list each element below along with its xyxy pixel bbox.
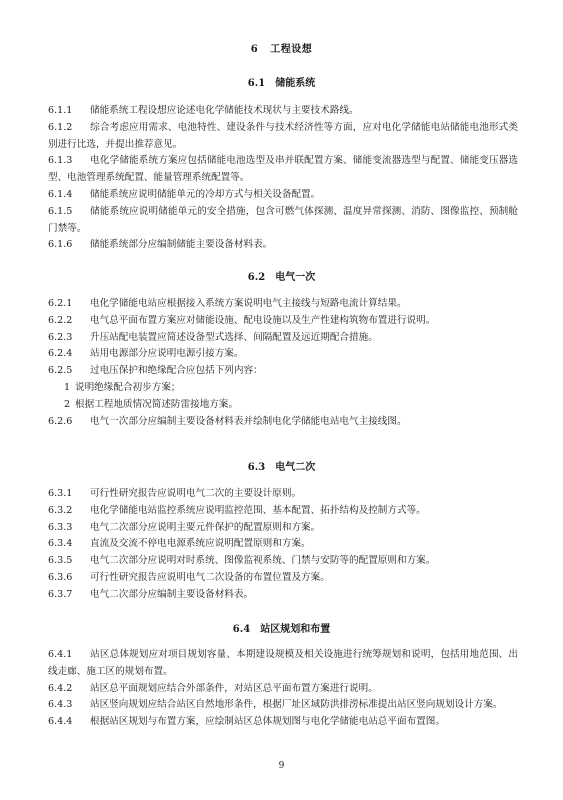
section-number: 6.4	[232, 624, 251, 635]
clause-text: 过电压保护和绝缘配合应包括下列内容：	[90, 365, 263, 377]
section-body-6-1	[48, 103, 518, 254]
clause-number: 6.1.5	[48, 205, 73, 217]
list-item-number: 1	[64, 381, 71, 393]
clause-text: 根据站区规划与布置方案，应绘制站区总体规划图与电化学储能电站总平面布置图。	[90, 716, 445, 728]
clause-text: 综合考虑应用需求、电池特性、建设条件与技术经济性等方面，应对电化学储能电站储能电池形式类别进行比选，并提出推荐意见。	[48, 121, 518, 150]
section-number: 6.1	[247, 78, 266, 89]
clause-number: 6.2.1	[48, 298, 73, 309]
section-number: 6.2	[247, 272, 266, 283]
clause-text: 直流及交流不停电电源系统应说明配置原则和方案。	[90, 538, 311, 550]
clause-number: 6.4.3	[48, 699, 73, 711]
clause-number: 6.1.4	[48, 188, 73, 200]
clause	[48, 553, 518, 570]
clause-text: 储能系统部分应编制储能主要设备材料表。	[90, 239, 273, 251]
clause-number: 6.3.3	[48, 521, 73, 533]
clause	[48, 647, 518, 681]
chapter-title: 工程设想	[270, 44, 313, 55]
clause	[48, 346, 518, 363]
clause-number: 6.2.4	[48, 348, 73, 360]
list-item-text: 说明绝缘配合初步方案；	[75, 381, 181, 393]
clause	[48, 103, 518, 120]
clause	[48, 414, 518, 431]
clause-text: 电气二次部分应编制主要设备材料表。	[90, 588, 254, 600]
section-body-6-2	[48, 296, 518, 430]
section-body-6-4	[48, 647, 518, 731]
section-title: 电气二次	[275, 462, 316, 473]
clause-number: 6.3.4	[48, 538, 73, 550]
clause-number: 6.3.7	[48, 588, 73, 600]
list-item-text: 根据工程地质情况简述防雷接地方案。	[75, 398, 239, 410]
clause	[48, 204, 518, 238]
clause-text: 电气总平面布置方案应对储能设施、配电设施以及生产性建构筑物布置进行说明。	[90, 314, 436, 326]
clause	[48, 187, 518, 204]
section-title: 电气一次	[275, 272, 316, 283]
clause-number: 6.3.6	[48, 571, 73, 583]
clause-text: 储能系统工程设想应论述电化学储能技术现状与主要技术路线。	[90, 105, 359, 116]
clause-number: 6.2.3	[48, 331, 73, 343]
clause-text: 站用电源部分应说明电源引接方案。	[90, 348, 244, 360]
clause	[48, 486, 518, 503]
clause-text: 电气二次部分应说明主要元件保护的配置原则和方案。	[90, 521, 321, 533]
clause-number: 6.1.6	[48, 239, 73, 251]
section-title: 储能系统	[275, 78, 316, 89]
clause-number: 6.2.5	[48, 365, 73, 377]
clause-number: 6.2.2	[48, 314, 73, 326]
list-item-number: 2	[64, 398, 71, 410]
clause	[48, 520, 518, 537]
clause-number: 6.3.2	[48, 504, 73, 516]
list-item	[48, 397, 518, 414]
clause-number: 6.1.2	[48, 121, 73, 133]
clause	[48, 363, 518, 380]
clause-text: 站区竖向规划应结合站区自然地形条件，根据厂址区域防洪排涝标准提出站区竖向规划设计方案。	[90, 699, 503, 711]
section-heading-6-2	[0, 268, 563, 283]
clause	[48, 153, 518, 187]
clause-text: 电气一次部分应编制主要设备材料表并绘制电化学储能电站电气主接线图。	[90, 415, 407, 427]
clause-text: 可行性研究报告应说明电气二次的主要设计原则。	[90, 488, 302, 499]
clause-number: 6.4.1	[48, 649, 73, 660]
clause-number: 6.4.4	[48, 716, 73, 728]
clause-text: 储能系统应说明储能单元的安全措施，包含可燃气体探测、温度异常探测、消防、图像监控、预制舱门禁等。	[48, 205, 518, 234]
clause	[48, 313, 518, 330]
clause-text: 储能系统应说明储能单元的冷却方式与相关设备配置。	[90, 188, 321, 200]
clause-number: 6.3.5	[48, 555, 73, 567]
clause	[48, 330, 518, 347]
clause	[48, 587, 518, 604]
clause	[48, 503, 518, 520]
section-number: 6.3	[247, 462, 266, 473]
clause	[48, 536, 518, 553]
clause	[48, 697, 518, 714]
clause-text: 电气二次部分应说明对时系统、图像监视系统、门禁与安防等的配置原则和方案。	[90, 555, 436, 567]
clause	[48, 296, 518, 313]
clause	[48, 120, 518, 154]
clause-text: 升压站配电装置应简述设备型式选择、间隔配置及远近期配合措施。	[90, 331, 378, 343]
clause-number: 6.1.1	[48, 105, 73, 116]
clause-text: 电化学储能系统方案应包括储能电池选型及串并联配置方案、储能变流器选型与配置、储能变压器选型、电池管理系统配置、能量管理系统配置等。	[48, 155, 518, 184]
clause	[48, 714, 518, 731]
page-number: 9	[278, 761, 285, 771]
clause-text: 电化学储能电站应根据接入系统方案说明电气主接线与短路电流计算结果。	[90, 298, 407, 309]
clause-text: 可行性研究报告应说明电气二次设备的布置位置及方案。	[90, 571, 330, 583]
clause-text: 电化学储能电站监控系统应说明监控范围、基本配置、拓扑结构及控制方式等。	[90, 504, 426, 516]
clause-number: 6.4.2	[48, 682, 73, 694]
clause-number: 6.1.3	[48, 155, 73, 167]
clause-number: 6.3.1	[48, 488, 73, 499]
clause-number: 6.2.6	[48, 415, 73, 427]
clause-text: 站区总平面规划应结合外部条件，对站区总平面布置方案进行说明。	[90, 682, 378, 694]
section-title: 站区规划和布置	[260, 624, 331, 635]
clause	[48, 570, 518, 587]
section-heading-6-4	[0, 620, 563, 635]
list-item	[48, 380, 518, 397]
section-body-6-3	[48, 486, 518, 604]
section-heading-6-3	[0, 458, 563, 473]
clause-text: 站区总体规划应对项目规划容量、本期建设规模及相关设施进行统筹规划和说明，包括用地范围、出线走廊、施工区的规划布置。	[48, 649, 518, 677]
clause	[48, 237, 518, 254]
clause	[48, 681, 518, 698]
chapter-number: 6	[250, 44, 259, 55]
section-heading-6-1	[0, 74, 563, 89]
chapter-heading	[0, 40, 563, 55]
